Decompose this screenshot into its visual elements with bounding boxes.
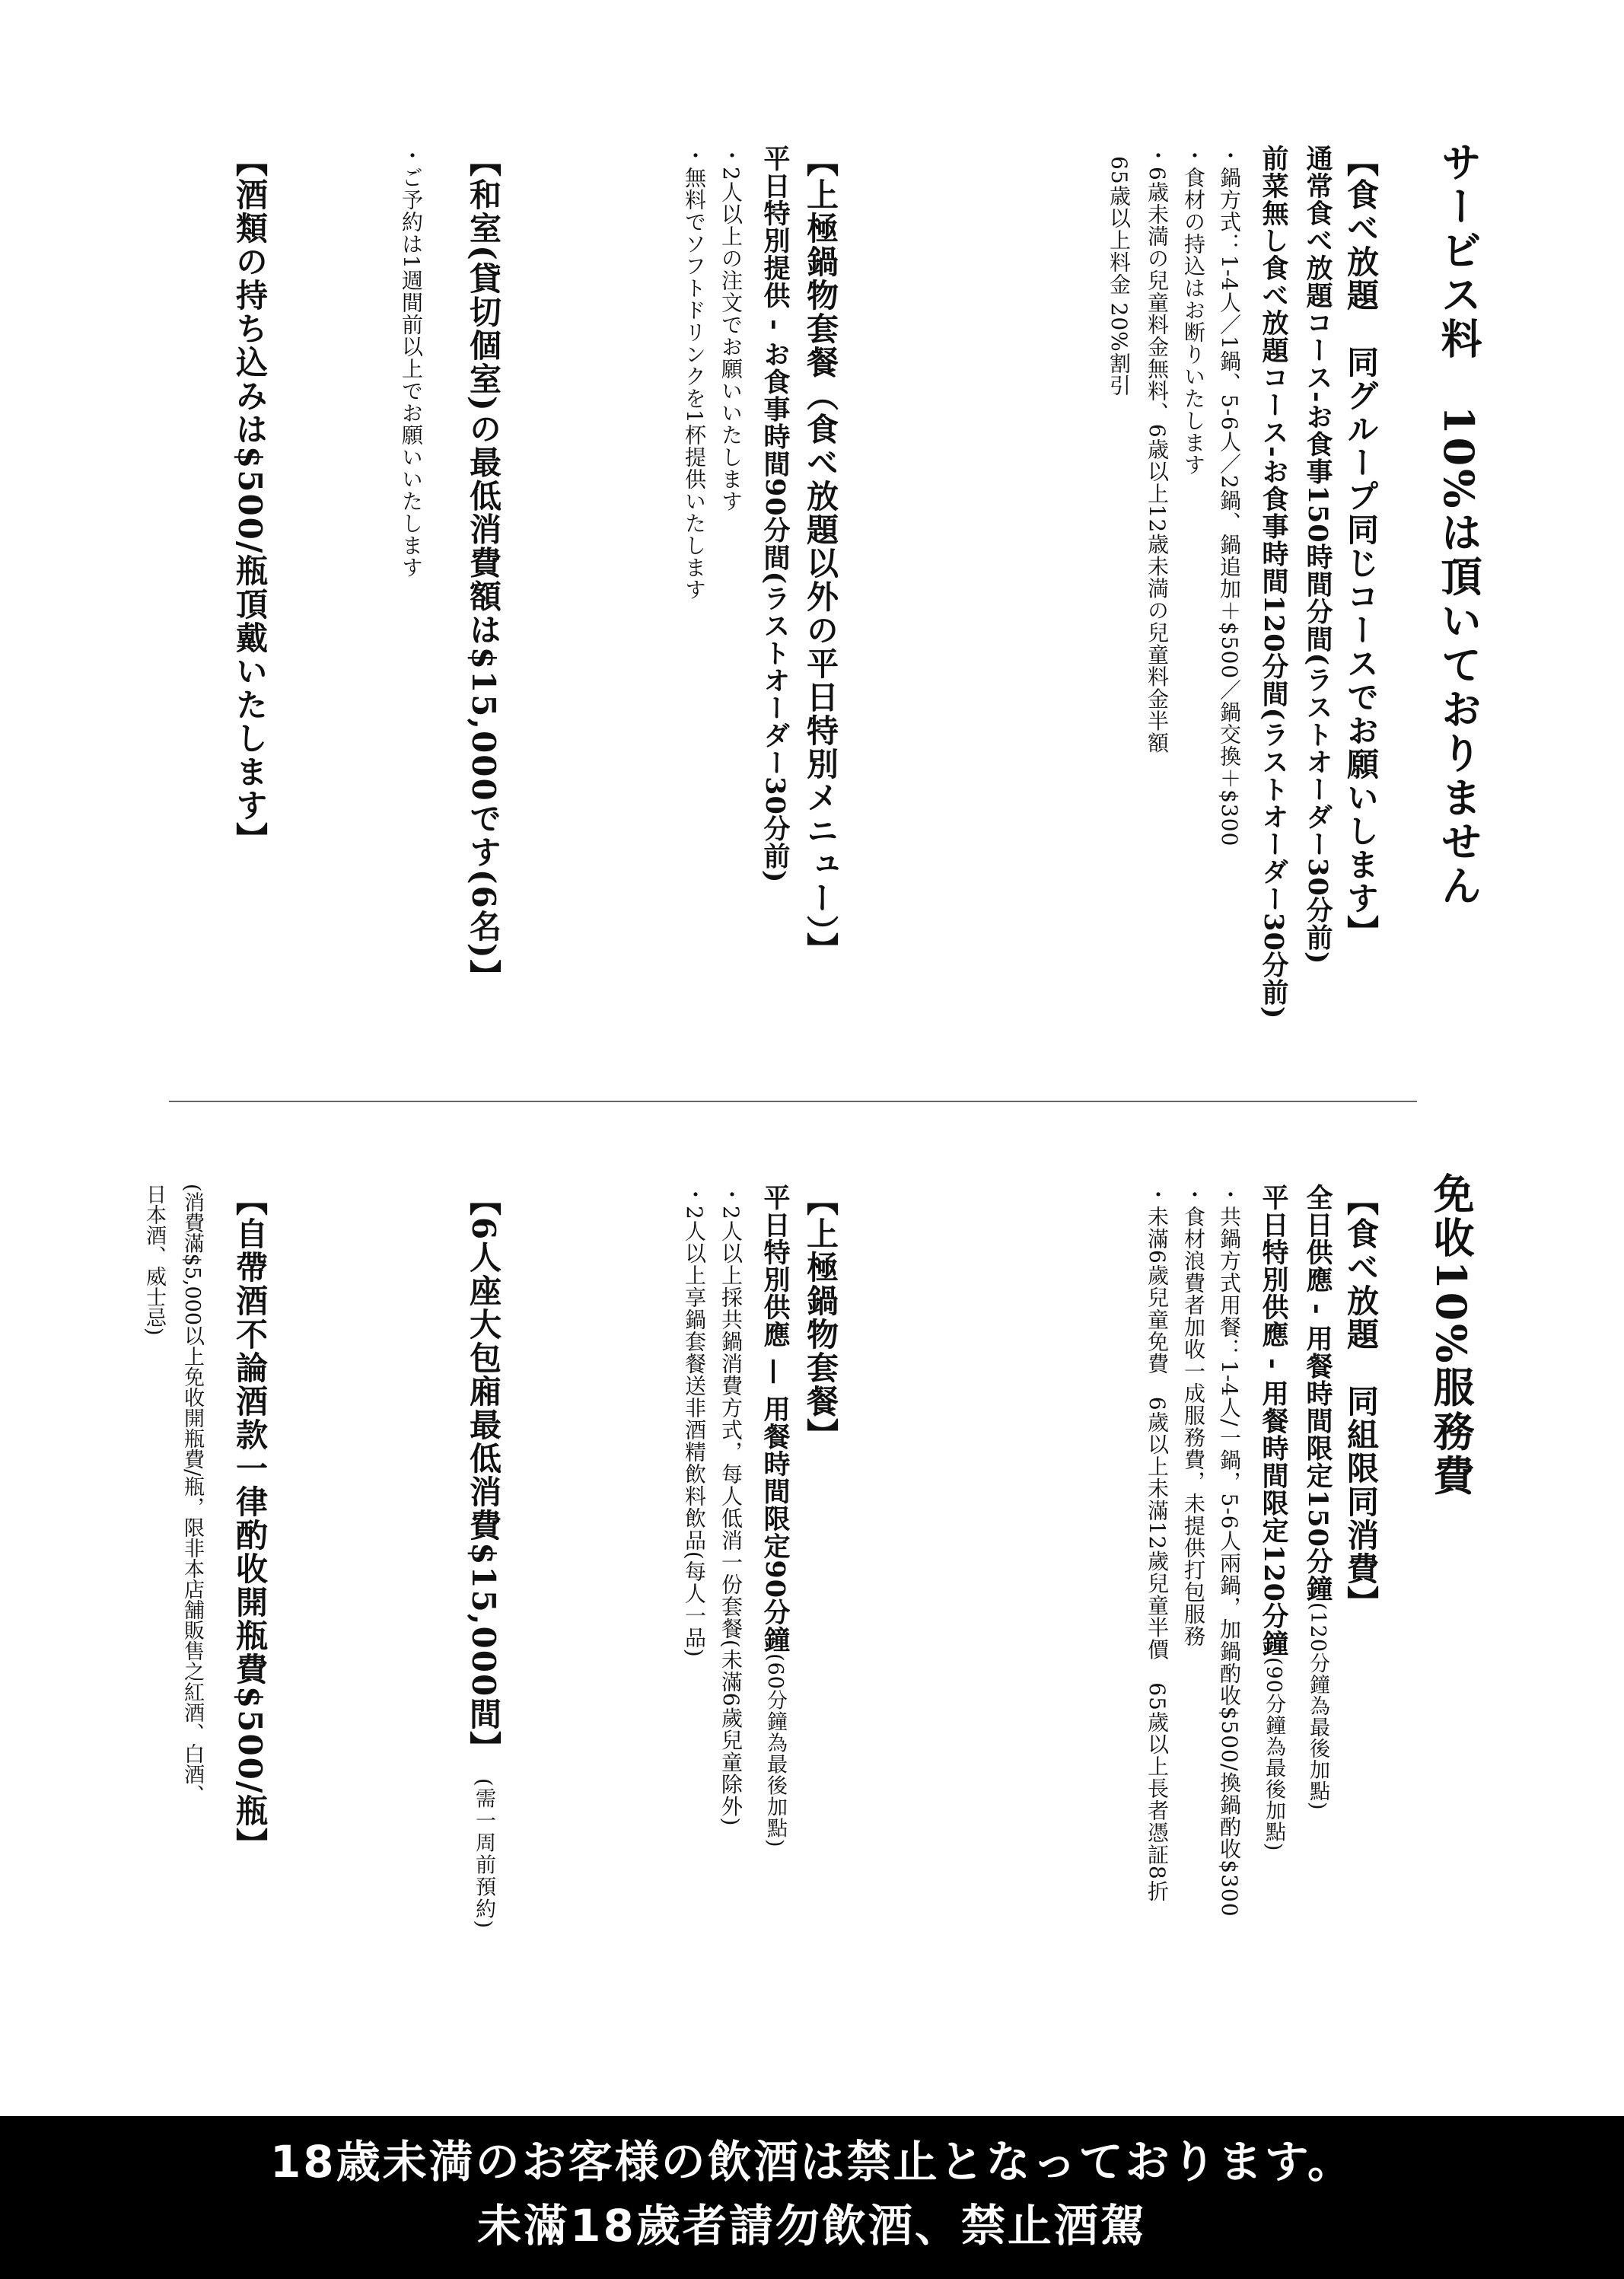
jp-service-charge: サービス料 10%は頂いておりません [1435, 141, 1483, 909]
zh-buffet-allday [1304, 1184, 1331, 1811]
zh-service-charge: 免收10%服務費 [1427, 1172, 1476, 1499]
jp-hotpot-set-hours: 平日特別提供 - お食事時間90分間(ラストオーダー30分前) [759, 145, 791, 884]
jp-buffet-title: 【食べ放題 同グループ同じコースでお願いします】 [1342, 145, 1380, 948]
jp-hotpot-set-note-min-order: ・2人以上の注文でお願いいたします [718, 145, 744, 512]
zh-private-room-title: 【6人座大包廂最低消費$15,000間】 [465, 1184, 502, 1765]
jp-private-room-note: ・ご予約は1週間前以上でお願いいたします [399, 145, 424, 579]
zh-alcohol-note-2: 日本酒、威士忌) [142, 1184, 166, 1336]
section-divider [169, 1101, 1417, 1102]
zh-buffet-allday-note: (120分鐘為最後加點) [1306, 1602, 1329, 1811]
footer-line-japanese: 18歳未満のお客様の飲酒は禁止となっております。 [269, 2136, 1355, 2188]
zh-hotpot-set-note-min-order: ・2人以上採共鍋消費方式，每人低消一份套餐(未滿6歲兒童除外) [718, 1184, 744, 1827]
zh-buffet-title: 【食べ放題 同組限同消費】 [1342, 1184, 1380, 1619]
zh-alcohol-title: 【自帶酒不論酒款一律酌收開瓶費$500/瓶】 [231, 1184, 269, 1862]
jp-buffet-regular-course: 通常食べ放題コース-お食事150時間分間(ラストオーダー30分前) [1302, 145, 1333, 965]
jp-alcohol-title: 【酒類の持ち込みは$500/瓶頂戴いたします】 [231, 145, 269, 856]
jp-buffet-note-pot: ・鍋方式：1-4人／1鍋、5-6人／2鍋、鍋追加＋$500／鍋交換＋$300 [1217, 145, 1242, 847]
jp-hotpot-set-title: 【上極鍋物套餐（食べ放題以外の平日特別メニュー）】 [802, 145, 839, 966]
jp-private-room-title: 【和室(貸切個室)の最低消費額は$15,000です(6名)】 [465, 145, 502, 993]
jp-buffet-appetizer-free-course: 前菜無し食べ放題コース-お食事時間120分間(ラストオーダー30分前) [1258, 145, 1289, 1020]
zh-buffet-note-waste: ・食材浪費者加收一成服務費，未提供打包服務 [1181, 1184, 1206, 1647]
zh-buffet-allday-text: 全日供應 - 用餐時間限定150分鐘 [1302, 1184, 1333, 1602]
zh-buffet-note-child-price: ・未滿6歲兒童免費 6歲以上未滿12歲兒童半價 65歲以上長者憑証8折 [1145, 1184, 1170, 1902]
zh-hotpot-set-hours-note: (60分鐘為最後加點) [763, 1653, 787, 1848]
zh-hotpot-set-note-free-drink: ・2人以上享鍋套餐送非酒精飲料飲品(每人一品) [682, 1184, 707, 1658]
footer-banner [0, 2116, 1624, 2279]
zh-buffet-weekday [1260, 1184, 1287, 1851]
zh-hotpot-set-title: 【上極鍋物套餐】 [802, 1184, 839, 1452]
zh-buffet-weekday-text: 平日特別供應 - 用餐時間限定120分鐘 [1258, 1184, 1289, 1657]
zh-buffet-note-pot: ・共鍋方式用餐：1-4人/一鍋，5-6人兩鍋，加鍋酌收$500/換鍋酌收$300 [1217, 1184, 1242, 1917]
jp-buffet-note-no-outside-food: ・食材の持込はお断りいたします [1181, 145, 1206, 476]
footer-line-chinese: 未滿18歲者請勿飲酒、禁止酒駕 [477, 2200, 1147, 2252]
jp-hotpot-set-note-free-drink: ・無料でソフトドリンクを1杯提供いたします [682, 145, 707, 601]
jp-buffet-note-senior-discount: 65歳以上料金 20%割引 [1107, 156, 1132, 397]
jp-buffet-note-child-price: ・6歳未満の兒童料金無料、6歳以上12歳未満の兒童料金半額 [1145, 145, 1170, 754]
zh-buffet-weekday-note: (90分鐘為最後加點) [1262, 1656, 1285, 1852]
zh-alcohol-note-1: (消費滿$5,000以上免收開瓶費/瓶，限非本店舗販售之紅酒、白酒、 [180, 1184, 204, 1806]
zh-private-room-note: (需一周前預約) [472, 1778, 495, 1930]
zh-hotpot-set-hours [759, 1184, 791, 1848]
zh-private-room [465, 1184, 502, 1930]
zh-hotpot-set-hours-text: 平日特別供應 — 用餐時間限定90分鐘 [759, 1184, 791, 1654]
